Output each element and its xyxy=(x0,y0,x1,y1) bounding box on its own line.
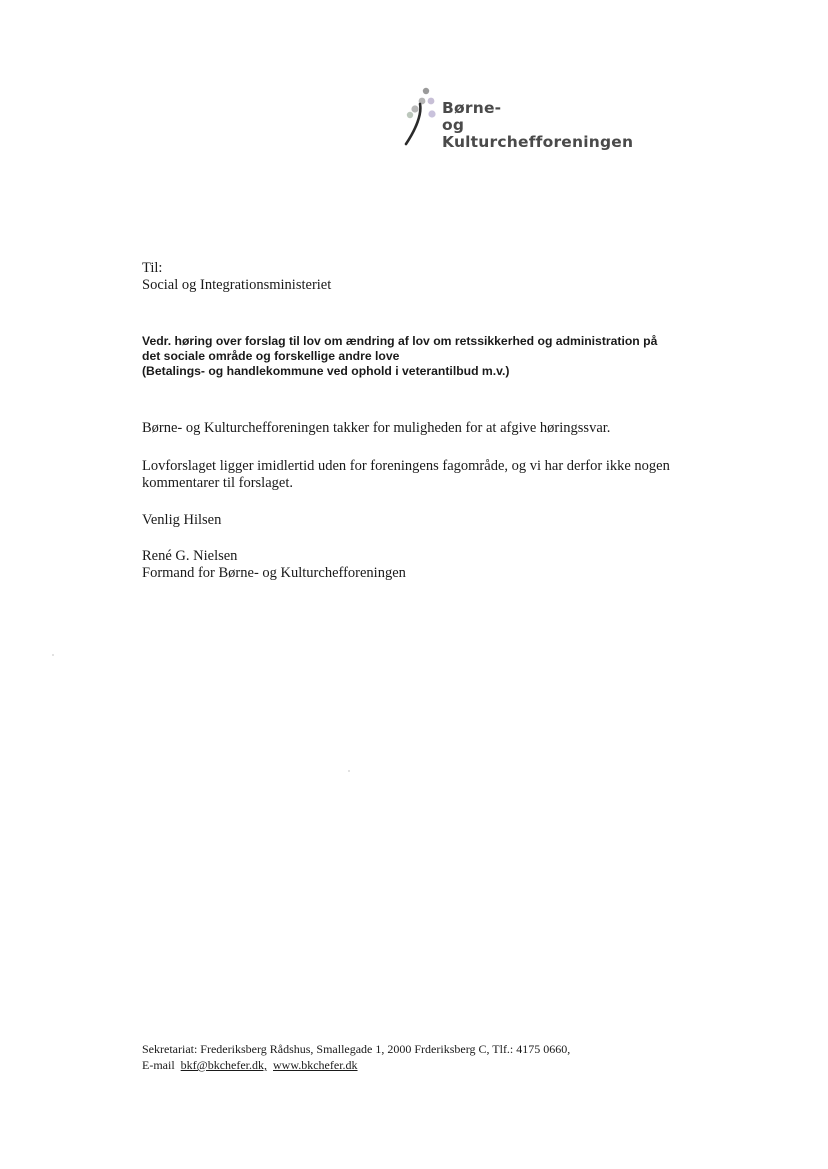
email-label: E-mail xyxy=(142,1058,175,1072)
recipient-label: Til: xyxy=(142,260,163,276)
footer-links-line xyxy=(142,1057,570,1073)
subject-block xyxy=(142,334,732,379)
recipient-block xyxy=(142,260,331,294)
email-link[interactable]: bkf@bkchefer.dk, xyxy=(180,1058,268,1072)
scan-speck xyxy=(52,654,54,656)
subject-line: Vedr. høring over forslag til lov om ændring af lov om retssikkerhed og administration på xyxy=(142,334,658,348)
website-link[interactable]: www.bkchefer.dk xyxy=(273,1058,358,1072)
subject-line: (Betalings- og handlekommune ved ophold i veterantilbud m.v.) xyxy=(142,364,510,378)
subject-line: det sociale område og forskellige andre love xyxy=(142,349,400,363)
footer-address: Sekretariat: Frederiksberg Rådshus, Smallegade 1, 2000 Frderiksberg C, Tlf.: 4175 0660, xyxy=(142,1042,571,1056)
org-name-line1: Børne- xyxy=(442,99,502,117)
organization-name xyxy=(442,100,648,151)
scan-speck xyxy=(348,770,350,772)
recipient-name: Social og Integrationsministeriet xyxy=(142,277,332,293)
closing-greeting: Venlig Hilsen xyxy=(142,512,222,528)
footer-contact xyxy=(142,1041,570,1073)
body-line: Lovforslaget ligger imidlertid uden for foreningens fagområde, og vi har derfor ikke nogen xyxy=(142,458,670,474)
signatory-name: René G. Nielsen xyxy=(142,548,238,564)
body-paragraph xyxy=(142,458,722,492)
body-paragraph: Børne- og Kulturchefforeningen takker for muligheden for at afgive høringssvar. xyxy=(142,420,611,436)
body-line: kommentarer til forslaget. xyxy=(142,475,293,491)
signatory-title: Formand for Børne- og Kulturchefforeningen xyxy=(142,565,406,581)
signature-block xyxy=(142,548,406,582)
association-emblem-icon xyxy=(398,84,438,154)
letterhead-logo xyxy=(398,84,648,154)
org-name-line2: og Kulturchefforeningen xyxy=(442,116,634,151)
